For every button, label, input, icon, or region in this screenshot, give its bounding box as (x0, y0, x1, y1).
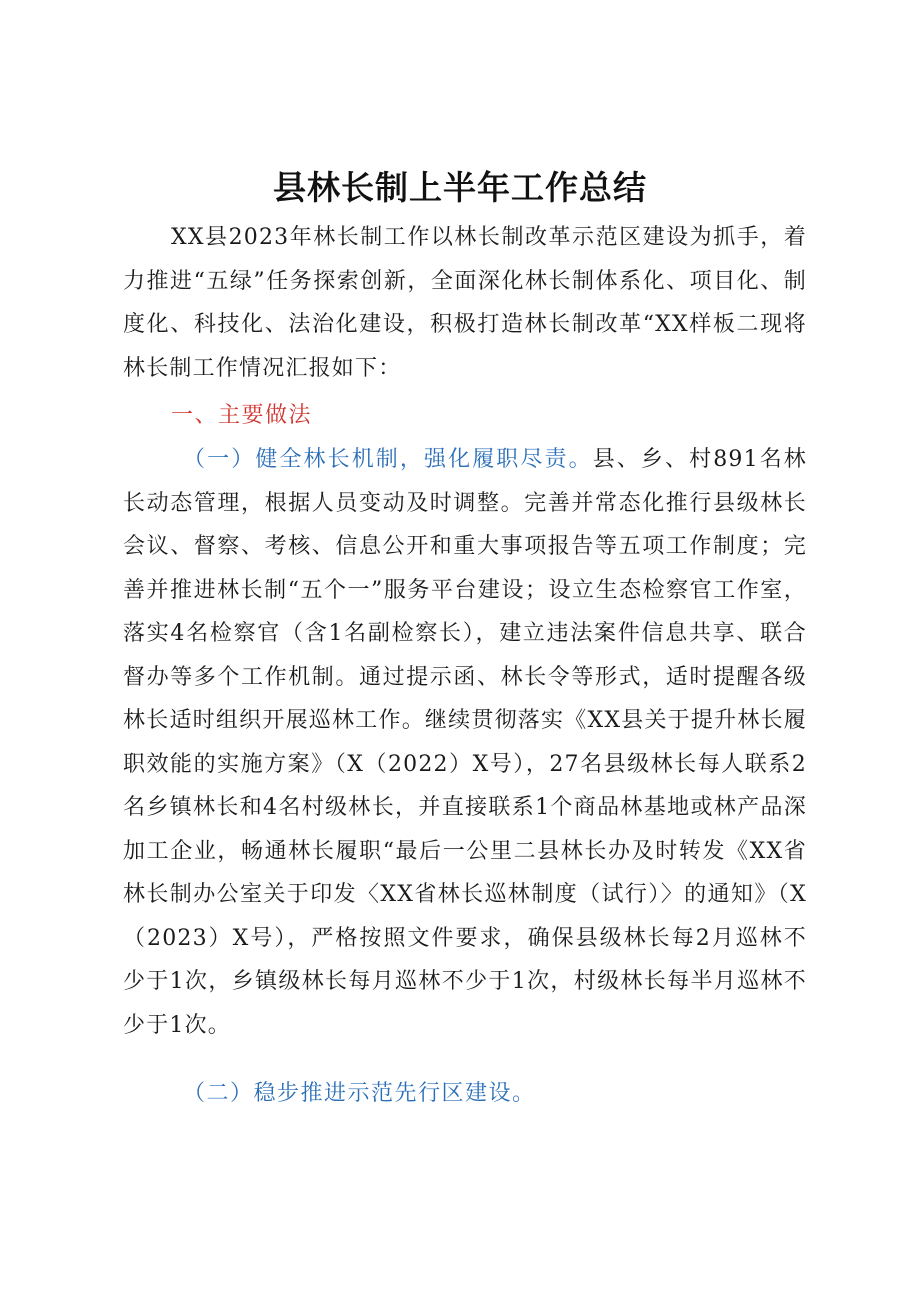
subsection-2-heading: （二）稳步推进示范先行区建设。 (183, 1081, 536, 1106)
section-heading-main-practices: 一、主要做法 (171, 403, 313, 428)
subsection-1-heading: （一）健全林长机制，强化履职尽责。 (183, 447, 593, 472)
intro-paragraph: XX县2023年林长制工作以林长制改革示范区建设为抓手，着力推进“五绿”任务探索创新，全面深化林长制体系化、项目化、制度化、科技化、法治化建设，积极打造林长制改革“XX样板二现将林长制工作情况汇报如下： (123, 225, 807, 381)
document-title: 县林长制上半年工作总结 (273, 168, 647, 207)
subsection-1-body: 县、乡、村891名林长动态管理，根据人员变动及时调整。完善并常态化推行县级林长会议、督察、考核、信息公开和重大事项报告等五项工作制度；完善并推进林长制“五个一”服务平台建设；设立生态检察官工作室，落实4名检察官（含1名副检察长），建立违法案件信息共享、联合督办等多个工作机制。通过提示函、林长令等形式，适时提醒各级林长适时组织开展巡林工作。继续贯彻落实《XX县关于提升林长履职效能的实施方案》（X（2022）X号），27名县级林长每人联系2名乡镇林长和4名村级林长，并直接联系1个商品林基地或林产品深加工企业，畅通林长履职“最后一公里二县林长办及时转发《XX省林长制办公室关于印发〈XX省林长巡林制度（试行）〉的通知》（X（2023）X号），严格按照文件要求，确保县级林长每2月巡林不少于1次，乡镇级林长每月巡林不少于1次，村级林长每半月巡林不少于1次。 (123, 447, 807, 1038)
subsection-1-paragraph (123, 438, 807, 1047)
